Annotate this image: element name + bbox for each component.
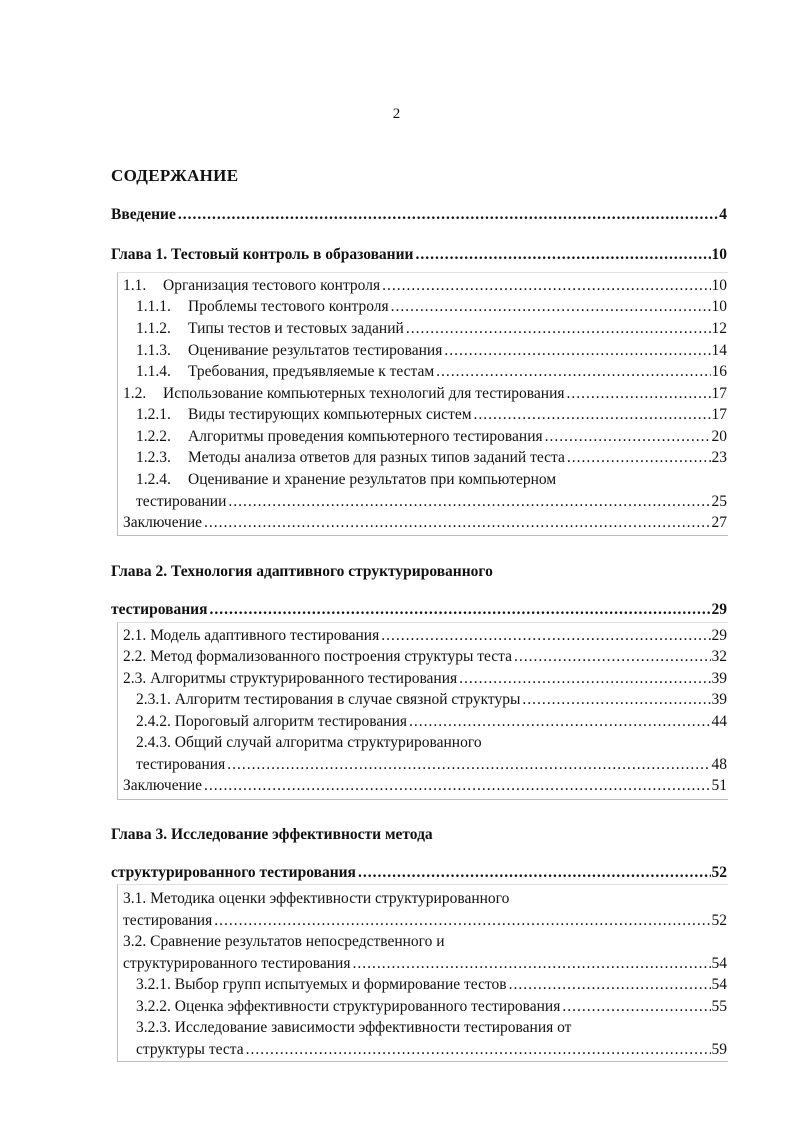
toc-entry-text: Организация тестового контроля: [163, 277, 381, 294]
toc-entry-number: 1.2.: [123, 385, 147, 402]
toc-entry-number: 1.1.4.: [136, 363, 171, 380]
toc-title: СОДЕРЖАНИЕ: [111, 166, 239, 185]
toc-entry-label: [136, 341, 442, 361]
toc-entry-text: тестировании: [136, 493, 227, 510]
toc-entry-text: структуры теста: [136, 1041, 244, 1058]
toc-entry-label: [123, 384, 565, 404]
toc-entry: [0, 975, 793, 995]
toc-entry: [0, 470, 793, 490]
toc-entry-label: [111, 205, 176, 225]
toc-entry-text: Введение: [111, 206, 176, 223]
toc-entry-label: [123, 889, 509, 909]
toc-entry-label: [136, 1040, 244, 1060]
toc-leader-dots: [474, 405, 711, 425]
toc-leader-dots: [358, 863, 711, 883]
toc-entry-label: [136, 297, 389, 317]
toc-entry: [0, 427, 793, 447]
toc-entry-number: 1.1.: [123, 277, 147, 294]
toc-entry-number: 1.2.2.: [136, 428, 171, 445]
toc-entry-page: 48: [711, 756, 727, 773]
toc-entry-label: [136, 362, 434, 382]
toc-entry: [0, 863, 793, 883]
toc-entry-page: 55: [711, 998, 727, 1015]
toc-entry-label: [111, 825, 433, 845]
toc-leader-dots: [227, 755, 710, 775]
toc-entry: [0, 733, 793, 753]
toc-entry: [0, 626, 793, 646]
toc-entry-text: структурированного тестирования: [111, 864, 356, 881]
toc-entry: [0, 245, 793, 265]
toc-entry-page: 14: [711, 342, 727, 359]
toc-leader-dots: [246, 1040, 711, 1060]
toc-entry-text: Методы анализа ответов для разных типов заданий теста: [188, 449, 565, 466]
toc-entry: [0, 889, 793, 909]
toc-entry-label: [136, 690, 520, 710]
toc-entry-number: 1.1.1.: [136, 298, 171, 315]
toc-entry-page: 17: [711, 385, 727, 402]
toc-leader-dots: [514, 647, 710, 667]
toc-entry-label: [111, 562, 493, 582]
toc-entry-page: 52: [711, 912, 727, 929]
toc-leader-dots: [209, 600, 710, 620]
toc-entry: [0, 297, 793, 317]
toc-leader-dots: [562, 997, 710, 1017]
toc-entry-label: [123, 276, 380, 296]
toc-entry-page: 39: [711, 670, 727, 687]
toc-entry-text: 3.2. Сравнение результатов непосредственного и: [123, 933, 445, 950]
toc-entry-label: [111, 600, 207, 620]
toc-entry-text: Оценивание и хранение результатов при компьютерном: [188, 471, 557, 488]
toc-leader-dots: [567, 448, 711, 468]
toc-entry-label: [136, 405, 472, 425]
toc-entry-label: [136, 470, 556, 490]
toc-entry-text: 3.2.3. Исследование зависимости эффективности тестирования от: [136, 1019, 572, 1036]
toc-leader-dots: [228, 492, 710, 512]
toc-entry: [0, 825, 793, 845]
toc-entry-text: Заключение: [123, 514, 203, 531]
toc-entry: [0, 1018, 793, 1038]
toc-entry-text: Типы тестов и тестовых заданий: [188, 320, 404, 337]
toc-leader-dots: [352, 954, 710, 974]
toc-entry-text: 3.1. Методика оценки эффективности структурированного: [123, 890, 510, 907]
toc-entry-text: 3.2.2. Оценка эффективности структурированного тестирования: [136, 998, 561, 1015]
toc-entry-text: Глава 2. Технология адаптивного структурированного: [111, 563, 493, 580]
toc-entry: [0, 205, 793, 225]
toc-entry-number: 1.2.3.: [136, 449, 171, 466]
toc-entry-label: [123, 513, 202, 533]
toc-entry-label: [111, 863, 356, 883]
toc-leader-dots: [567, 384, 711, 404]
toc-entry-page: 10: [711, 277, 727, 294]
toc-entry-text: 2.4.3. Общий случай алгоритма структурированного: [136, 734, 482, 751]
toc-entry-text: Проблемы тестового контроля: [188, 298, 389, 315]
toc-entry-text: структурированного тестирования: [123, 955, 351, 972]
toc-leader-dots: [436, 362, 710, 382]
toc-entry-text: Заключение: [123, 777, 203, 794]
toc-leader-dots: [214, 911, 710, 931]
toc-entry-text: Требования, предъявляемые к тестам: [188, 363, 435, 380]
toc-entry: [0, 513, 793, 533]
toc-entry-page: 44: [711, 713, 727, 730]
toc-entry-text: тестирования: [123, 912, 213, 929]
toc-entry: [0, 319, 793, 339]
toc-entry: [0, 647, 793, 667]
toc-entry-text: тестирования: [136, 756, 226, 773]
toc-entry-text: Алгоритмы проведения компьютерного тестирования: [188, 428, 543, 445]
toc-entry-page: 54: [711, 976, 727, 993]
page-number: 2: [392, 106, 401, 122]
toc-leader-dots: [459, 669, 710, 689]
toc-leader-dots: [545, 427, 711, 447]
toc-entry-page: 25: [711, 493, 727, 510]
toc-entry-page: 23: [711, 449, 727, 466]
toc-entry-label: [123, 669, 457, 689]
toc-entry: [0, 276, 793, 296]
toc-entry: [0, 448, 793, 468]
toc-entry-text: Использование компьютерных технологий для тестирования: [163, 385, 565, 402]
toc-leader-dots: [444, 341, 710, 361]
toc-entry: [0, 1040, 793, 1060]
toc-entry-page: 16: [711, 363, 727, 380]
toc-entry-label: [123, 954, 350, 974]
toc-entry-label: [136, 733, 482, 753]
toc-entry-page: 27: [711, 514, 727, 531]
toc-entry-page: 17: [711, 406, 727, 423]
toc-entry-number: 1.2.4.: [136, 471, 171, 488]
toc-entry-page: 54: [711, 955, 727, 972]
toc-entry-page: 29: [711, 627, 727, 644]
toc-entry: [0, 600, 793, 620]
toc-entry-text: 2.1. Модель адаптивного тестирования: [123, 627, 380, 644]
toc-entry-label: [136, 997, 560, 1017]
toc-entry-page: 39: [711, 691, 727, 708]
toc-entry: [0, 690, 793, 710]
toc-entry-page: 32: [711, 648, 727, 665]
toc-leader-dots: [406, 319, 711, 339]
toc-leader-dots: [382, 276, 710, 296]
toc-entry-text: 2.3.1. Алгоритм тестирования в случае связной структуры: [136, 691, 521, 708]
toc-leader-dots: [522, 690, 710, 710]
toc-entry-text: Оценивание результатов тестирования: [188, 342, 443, 359]
toc-entry-page: 12: [711, 320, 727, 337]
toc-entry-label: [136, 427, 543, 447]
toc-entry-page: 59: [711, 1041, 727, 1058]
toc-entry: [0, 492, 793, 512]
toc-entry-page: 10: [711, 246, 727, 263]
toc-entry-label: [136, 448, 565, 468]
toc-entry-label: [136, 492, 226, 512]
toc-entry-page: 20: [711, 428, 727, 445]
toc-entry-number: 1.1.3.: [136, 342, 171, 359]
toc-entry-text: 2.2. Метод формализованного построения структуры теста: [123, 648, 513, 665]
toc-entry-number: 1.2.1.: [136, 406, 171, 423]
toc-entry-text: 2.4.2. Пороговый алгоритм тестирования: [136, 713, 407, 730]
toc-leader-dots: [391, 297, 711, 317]
toc-entry-label: [136, 712, 407, 732]
toc-entry-label: [123, 776, 202, 796]
toc-entry-page: 51: [711, 777, 727, 794]
toc-entry: [0, 932, 793, 952]
toc-leader-dots: [509, 975, 711, 995]
toc-entry: [0, 911, 793, 931]
toc-entry-number: 1.1.2.: [136, 320, 171, 337]
toc-entry-page: 52: [711, 864, 727, 881]
toc-leader-dots: [204, 513, 710, 533]
toc-entry-label: [136, 755, 225, 775]
toc-leader-dots: [178, 205, 718, 225]
toc-entry: [0, 562, 793, 582]
toc-leader-dots: [381, 626, 710, 646]
toc-entry-label: [123, 911, 212, 931]
toc-entry-label: [123, 626, 379, 646]
toc-leader-dots: [409, 712, 711, 732]
toc-entry: [0, 997, 793, 1017]
toc-entry-label: [111, 245, 413, 265]
toc-entry: [0, 384, 793, 404]
toc-entry: [0, 776, 793, 796]
toc-entry: [0, 405, 793, 425]
toc-entry-label: [136, 319, 404, 339]
toc-entry-page: 4: [719, 206, 727, 223]
toc-entry: [0, 669, 793, 689]
toc-entry: [0, 712, 793, 732]
toc-entry-text: Виды тестирующих компьютерных систем: [188, 406, 472, 423]
toc-leader-dots: [204, 776, 710, 796]
toc-entry: [0, 341, 793, 361]
toc-entry-text: тестирования: [111, 601, 208, 618]
toc-entry-text: 2.3. Алгоритмы структурированного тестирования: [123, 670, 458, 687]
toc-entry-page: 29: [711, 601, 727, 618]
toc-entry: [0, 755, 793, 775]
toc-entry-label: [123, 932, 445, 952]
toc-entry: [0, 954, 793, 974]
toc-leader-dots: [415, 245, 710, 265]
toc-entry-label: [136, 975, 507, 995]
toc-entry: [0, 362, 793, 382]
toc-entry-text: 3.2.1. Выбор групп испытуемых и формирование тестов: [136, 976, 507, 993]
toc-entry-page: 10: [711, 298, 727, 315]
toc-entry-text: Глава 3. Исследование эффективности метода: [111, 826, 433, 843]
toc-entry-text: Глава 1. Тестовый контроль в образовании: [111, 246, 414, 263]
toc-entry-label: [123, 647, 512, 667]
toc-entry-label: [136, 1018, 571, 1038]
